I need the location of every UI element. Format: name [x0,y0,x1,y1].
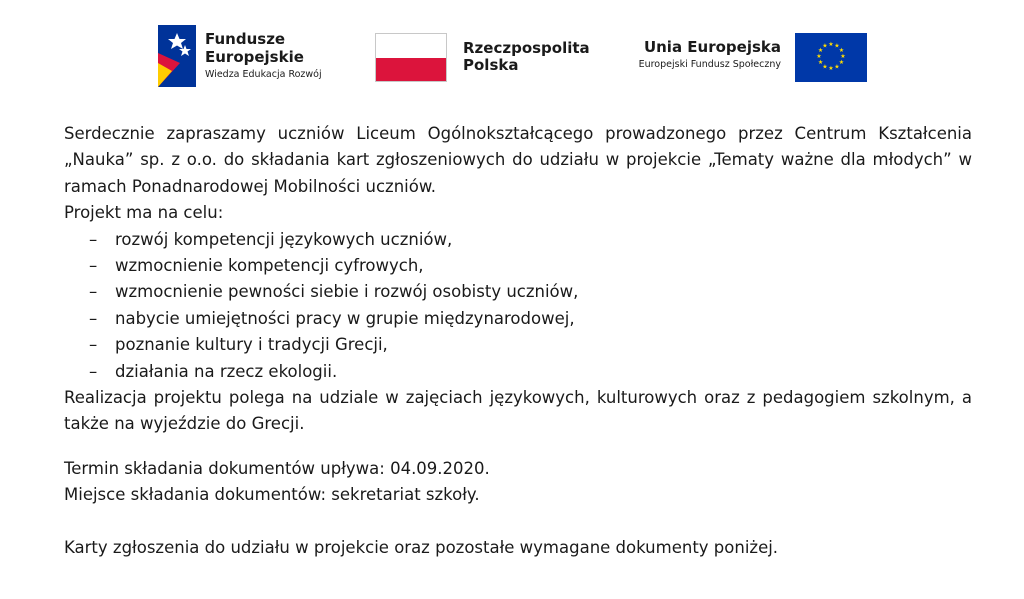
svg-text:★: ★ [840,53,846,60]
svg-text:★: ★ [822,63,828,71]
fundusze-europejskie-logo-icon [158,25,196,87]
fe-subtitle: Wiedza Edukacja Rozwój [205,69,322,80]
list-item: – poznanie kultury i tradycji Grecji, [64,332,972,358]
eu-title: Unia Europejska [643,38,781,56]
list-item: – rozwój kompetencji językowych uczniów, [64,227,972,253]
eu-flag-icon [795,33,867,82]
goals-heading: Projekt ma na celu: [64,203,224,223]
svg-text:★: ★ [828,41,834,48]
svg-text:★: ★ [817,47,824,54]
fundusze-europejskie-text [205,30,322,80]
announcement-body [64,121,972,561]
place-text: Miejsce składania dokumentów: sekretariat szkoły. [64,485,480,505]
polish-flag-icon [375,33,447,82]
svg-text:★: ★ [822,42,828,50]
fe-title-line1: Fundusze [205,30,286,48]
svg-text:★: ★ [817,59,824,66]
realization-paragraph: Realizacja projektu polega na udziale w zajęciach językowych, kulturowych oraz z pedagogiem szkolnym, a także na wyjeździe do Grecji. [64,388,972,434]
unia-europejska-text [639,38,781,70]
svg-text:★: ★ [828,65,834,72]
closing-text: Karty zgłoszenia do udziału w projekcie oraz pozostałe wymagane dokumenty poniżej. [64,537,779,557]
svg-text:★: ★ [838,59,845,66]
svg-text:★: ★ [834,63,840,71]
rzeczpospolita-polska-text [463,40,590,74]
deadline-text: Termin składania dokumentów upływa: 04.09.2020. [64,458,490,478]
pl-line1: Rzeczpospolita [463,39,590,57]
list-item: – wzmocnienie pewności siebie i rozwój osobisty uczniów, [64,279,972,305]
logo-header [0,0,1024,100]
svg-text:★: ★ [834,42,840,50]
list-item: – działania na rzecz ekologii. [64,359,972,385]
svg-text:★: ★ [838,47,845,54]
goals-list [64,227,972,385]
list-item: – nabycie umiejętności pracy w grupie międzynarodowej, [64,306,972,332]
list-item: – wzmocnienie kompetencji cyfrowych, [64,253,972,279]
eu-subtitle: Europejski Fundusz Społeczny [638,59,781,70]
svg-text:★: ★ [816,53,822,60]
intro-paragraph: Serdecznie zapraszamy uczniów Liceum Ogólnokształcącego prowadzonego przez Centrum Kształcenia „Nauka” sp. z o.o. do składania kart zgłoszeniowych do udziału w projekcie „Tematy ważne dla młodych” w ramach Ponadnarodowej Mobilności uczniów. [64,124,972,196]
fe-title-line2: Europejskie [205,48,304,66]
pl-line2: Polska [463,56,519,74]
